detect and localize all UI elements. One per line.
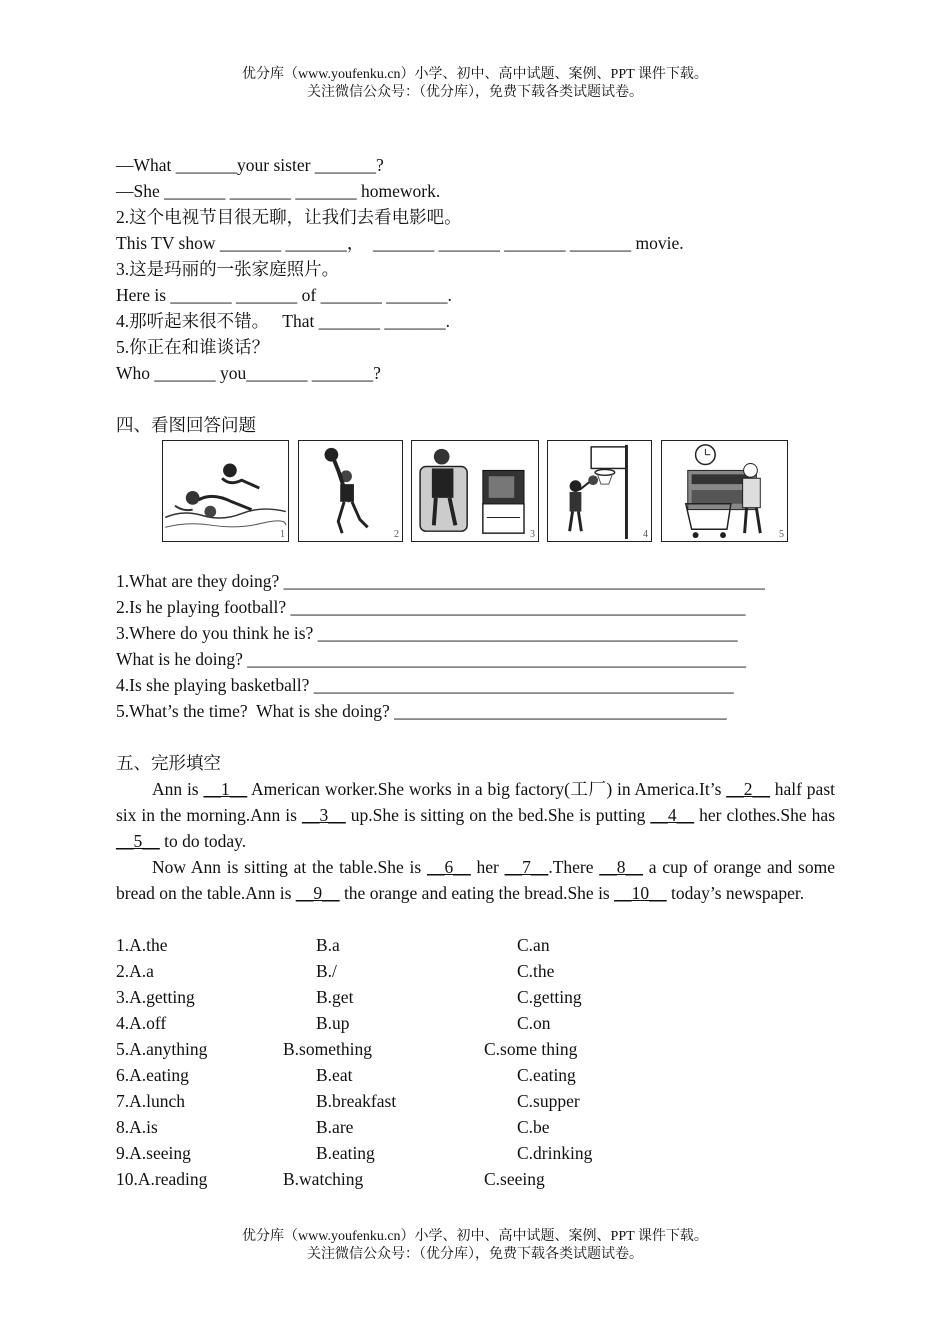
s3-line-9: Who _______ you_______ _______?	[116, 363, 381, 383]
header	[0, 66, 950, 102]
blank-9: __9__	[295, 883, 340, 903]
option-6-a: 6.A.eating	[116, 1065, 189, 1085]
footer-line-1: 优分库（www.youfenku.cn）小学、初中、高中试题、案例、PPT 课件下载。	[242, 1229, 708, 1244]
option-10-c: C.seeing	[484, 1169, 545, 1189]
s3-line-7: 4.那听起来很不错。 That _______ _______.	[116, 311, 450, 331]
footer	[0, 1228, 950, 1264]
blank-1: __1__	[203, 779, 248, 799]
blank-2: __2__	[726, 779, 770, 799]
option-5-a: 5.A.anything	[116, 1039, 208, 1059]
picture-2	[298, 440, 403, 542]
picture-2-number: 2	[394, 529, 399, 540]
header-line-1: 优分库（www.youfenku.cn）小学、初中、高中试题、案例、PPT 课件下载。	[242, 67, 708, 82]
footer-line-2: 关注微信公众号：（优分库），免费下载各类试题试卷。	[307, 1247, 643, 1262]
section4-title: 四、看图回答问题	[116, 415, 256, 435]
header-line-2: 关注微信公众号：（优分库），免费下载各类试题试卷。	[307, 85, 643, 100]
s3-line-1: —What _______your sister _______?	[116, 155, 384, 175]
picture-5	[661, 440, 788, 542]
blank-8: __8__	[599, 857, 644, 877]
option-3-a: 3.A.getting	[116, 987, 195, 1007]
s4-question-1: 1.What are they doing? _______________________________________________________	[116, 571, 765, 591]
picture-1	[162, 440, 289, 542]
picture-1-number: 1	[280, 529, 285, 540]
option-4-a: 4.A.off	[116, 1013, 167, 1033]
section5-title: 五、完形填空	[116, 753, 221, 773]
option-9-c: C.drinking	[517, 1143, 593, 1163]
option-3-b: B.get	[316, 987, 354, 1007]
option-8-b: B.are	[316, 1117, 354, 1137]
s3-line-8: 5.你正在和谁谈话？	[116, 337, 270, 357]
blank-3: __3__	[301, 805, 346, 825]
option-9-b: B.eating	[316, 1143, 375, 1163]
cloze-paragraph-2: Now Ann is sitting at the table.She is __6__ her __7__.There __8__ a cup of orange and some bread on the table.Ann is __9__ the orange and eating the bread.She is __10__ today’s newspaper.	[116, 857, 835, 903]
picture-4-number: 4	[643, 529, 648, 540]
option-2-c: C.the	[517, 961, 555, 981]
option-10-b: B.watching	[283, 1169, 364, 1189]
s4-question-4: 4.Is she playing basketball? ________________________________________________	[116, 675, 734, 695]
man-watching-tv-picture-icon	[412, 441, 538, 541]
picture-5-number: 5	[779, 529, 784, 540]
option-1-c: C.an	[517, 935, 550, 955]
option-2-b: B./	[316, 961, 337, 981]
s3-line-4: This TV show _______ _______， _______ _______ _______ _______ movie.	[116, 233, 684, 253]
option-6-b: B.eat	[316, 1065, 353, 1085]
blank-10: __10__	[614, 883, 667, 903]
picture-3-number: 3	[530, 529, 535, 540]
option-8-a: 8.A.is	[116, 1117, 158, 1137]
girl-playing-basketball-picture-icon	[548, 441, 651, 541]
s3-line-2: —She _______ _______ _______ homework.	[116, 181, 441, 201]
woman-shopping-picture-icon	[662, 441, 787, 541]
option-5-c: C.some thing	[484, 1039, 578, 1059]
option-6-c: C.eating	[517, 1065, 576, 1085]
blank-6: __6__	[426, 857, 471, 877]
option-3-c: C.getting	[517, 987, 582, 1007]
picture-3	[411, 440, 539, 542]
option-9-a: 9.A.seeing	[116, 1143, 191, 1163]
s4-question-3: 3.Where do you think he is? ________________________________________________	[116, 623, 738, 643]
blank-7: __7__	[504, 857, 549, 877]
option-10-a: 10.A.reading	[116, 1169, 208, 1189]
option-1-b: B.a	[316, 935, 340, 955]
option-1-a: 1.A.the	[116, 935, 168, 955]
s3-line-3: 2.这个电视节目很无聊，让我们去看电影吧。	[116, 207, 462, 227]
s4-question-2: 2.Is he playing football? ____________________________________________________	[116, 597, 746, 617]
blank-4: __4__	[650, 805, 695, 825]
option-7-b: B.breakfast	[316, 1091, 397, 1111]
s3-line-5: 3.这是玛丽的一张家庭照片。	[116, 259, 340, 279]
picture-4	[547, 440, 652, 542]
s4-question-5: 5.What’s the time? What is she doing? ______________________________________	[116, 701, 727, 721]
option-4-b: B.up	[316, 1013, 350, 1033]
option-5-b: B.something	[283, 1039, 372, 1059]
option-4-c: C.on	[517, 1013, 551, 1033]
option-7-c: C.supper	[517, 1091, 580, 1111]
swimming-picture-icon	[163, 441, 288, 541]
option-2-a: 2.A.a	[116, 961, 154, 981]
cloze-paragraph-1: Ann is __1__ American worker.She works in a big factory(工厂) in America.It’s __2__ half past six in the morning.Ann is __3__ up.She is sitting on the bed.She is putting __4__ her clothes.She has __5__ to do today.	[116, 779, 835, 851]
option-7-a: 7.A.lunch	[116, 1091, 186, 1111]
s3-line-6: Here is _______ _______ of _______ _______.	[116, 285, 452, 305]
boy-with-ball-picture-icon	[299, 441, 402, 541]
s4-question-3b: What is he doing? _________________________________________________________	[116, 649, 746, 669]
option-8-c: C.be	[517, 1117, 550, 1137]
blank-5: __5__	[116, 831, 160, 851]
